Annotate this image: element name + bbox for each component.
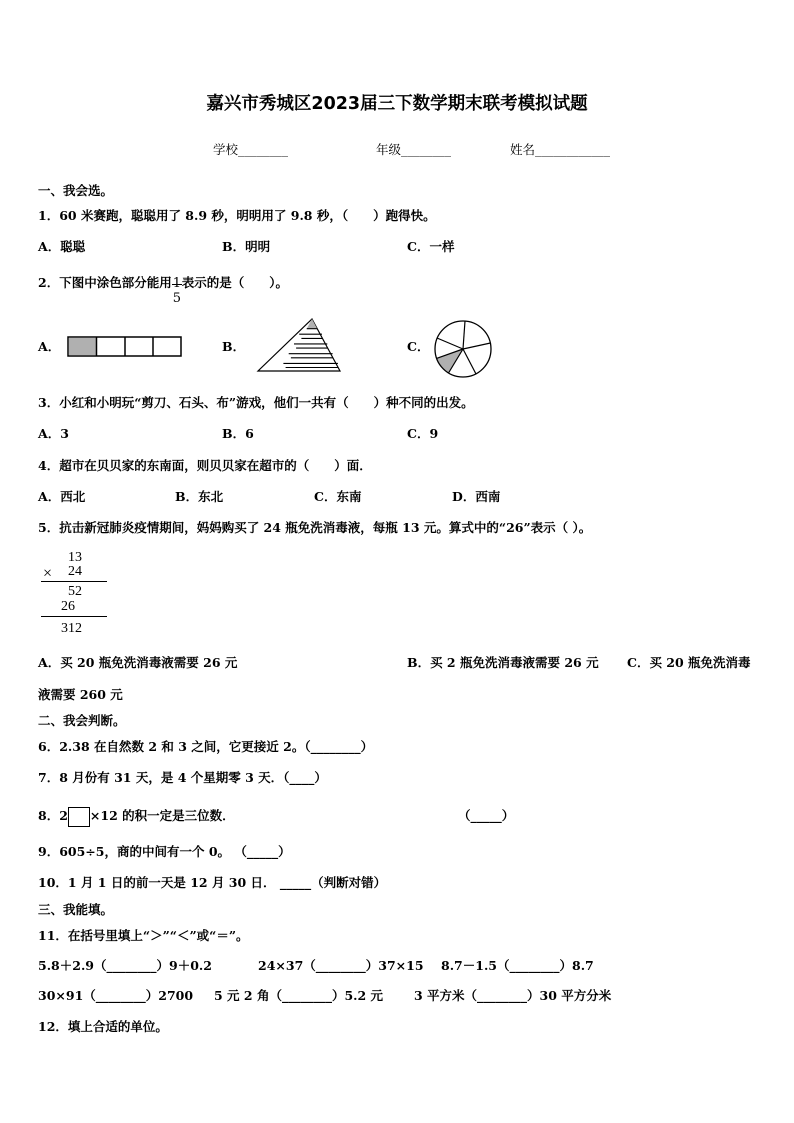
- question-11: 11．在括号里填上“＞”“＜”或“＝”。: [38, 928, 249, 943]
- section-heading-judge: 二、我会判断。: [38, 713, 126, 728]
- q5-option-b: B．买 2 瓶免洗消毒液需要 26 元: [407, 655, 599, 670]
- q11-row1-item1: 5.8＋2.9（________）9＋0.2: [38, 958, 212, 973]
- q8-answer-blank: （_____）: [458, 808, 515, 823]
- q5-option-c-continued: 液需要 260 元: [38, 687, 123, 702]
- q11-row1-item2: 24×37（________）37×15: [258, 958, 424, 973]
- q1-option-a: A．聪聪: [38, 239, 86, 254]
- section-heading-choice: 一、我会选。: [38, 183, 114, 198]
- q4-option-c: C．东南: [314, 489, 362, 504]
- fraction-denominator: 5: [172, 290, 181, 306]
- q5-option-c: C．买 20 瓶免洗消毒: [627, 655, 751, 670]
- question-3: 3．小红和小明玩“剪刀、石头、布”游戏，他们一共有（ ）种不同的出发。: [38, 395, 474, 410]
- q3-option-c: C．9: [407, 426, 439, 441]
- q1-option-c: C．一样: [407, 239, 455, 254]
- times-sign: ×: [43, 565, 53, 582]
- q11-row1-item3: 8.7－1.5（________）8.7: [441, 958, 594, 973]
- bar-figure: [67, 336, 183, 358]
- question-7: 7．8 月份有 31 天，是 4 个星期零 3 天．（____）: [38, 770, 327, 785]
- q2-option-c: C．: [407, 339, 430, 354]
- calc-multiplier: 24: [68, 564, 82, 579]
- q3-option-b: B．6: [222, 426, 254, 441]
- q2-prefix: 2．下图中涂色部分能用: [38, 275, 172, 290]
- question-9: 9．605÷5，商的中间有一个 0。 （_____）: [38, 844, 291, 859]
- calc-partial-1: 52: [68, 584, 82, 599]
- page-title: 嘉兴市秀城区2023届三下数学期末联考模拟试题: [206, 94, 588, 114]
- grade-field: 年级________: [376, 142, 452, 157]
- blank-square: [68, 807, 90, 827]
- question-8: [38, 805, 235, 827]
- q4-option-b: B．东北: [175, 489, 224, 504]
- question-5: 5．抗击新冠肺炎疫情期间，妈妈购买了 24 瓶免洗消毒液，每瓶 13 元。算式中的“26”表示（ ）。: [38, 520, 592, 535]
- section-heading-fill: 三、我能填。: [38, 902, 114, 917]
- school-field: 学校________: [213, 142, 289, 157]
- q11-row2-item2: 5 元 2 角（________）5.2 元: [214, 988, 384, 1003]
- calc-line-1: [41, 581, 107, 582]
- question-2: [38, 268, 288, 306]
- q8-prefix: 8．2: [38, 808, 68, 823]
- q4-option-a: A．西北: [38, 489, 86, 504]
- q11-row2-item1: 30×91（________）2700: [38, 988, 194, 1003]
- fraction-numerator: 1: [172, 275, 181, 291]
- question-12: 12．填上合适的单位。: [38, 1019, 168, 1034]
- calc-multiplicand: 13: [68, 550, 82, 565]
- q2-option-a: A．: [38, 339, 61, 354]
- question-10: 10．1 月 1 日的前一天是 12 月 30 日． _____（判断对错）: [38, 875, 387, 890]
- q11-row2-item3: 3 平方米（________）30 平方分米: [414, 988, 612, 1003]
- q2-suffix: 表示的是（ ）。: [181, 275, 288, 290]
- question-4: 4．超市在贝贝家的东南面，则贝贝家在超市的（ ）面．: [38, 458, 372, 473]
- q8-suffix: ×12 的积一定是三位数．: [89, 808, 235, 823]
- q5-option-a: A．买 20 瓶免洗消毒液需要 26 元: [38, 655, 238, 670]
- q3-option-a: A．3: [38, 426, 69, 441]
- calc-partial-2: 26: [61, 599, 75, 614]
- vertical-multiplication: [36, 548, 116, 640]
- calc-line-2: [41, 616, 107, 617]
- question-1: 1．60 米赛跑，聪聪用了 8.9 秒，明明用了 9.8 秒，（ ）跑得快。: [38, 208, 436, 223]
- fraction-one-fifth: [172, 270, 182, 306]
- circle-figure: [432, 318, 494, 380]
- q4-option-d: D．西南: [452, 489, 501, 504]
- calc-product: 312: [61, 621, 82, 636]
- name-field: 姓名____________: [510, 142, 611, 157]
- q2-option-b: B．: [222, 339, 246, 354]
- triangle-figure: [256, 317, 342, 373]
- q1-option-b: B．明明: [222, 239, 271, 254]
- question-6: 6．2.38 在自然数 2 和 3 之间，它更接近 2。（________）: [38, 739, 374, 754]
